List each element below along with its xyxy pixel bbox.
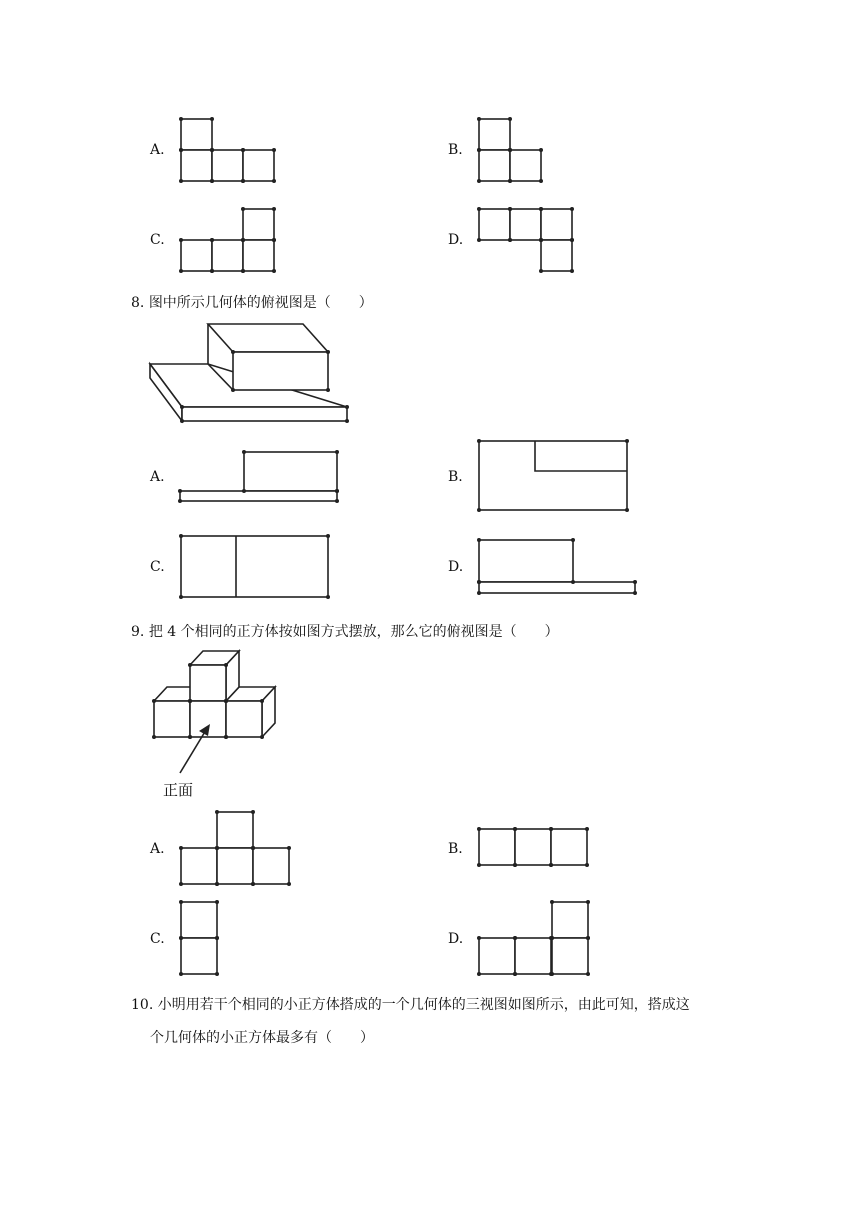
front-face-label: 正面 [163,781,194,799]
question-8-number: 8. [131,295,145,311]
option-b-label[interactable]: B. [448,142,463,158]
vertex-dot [586,936,590,940]
option-c-label[interactable]: C. [150,232,165,248]
question-9-number: 9. [131,624,145,640]
option-a-label[interactable]: A. [150,142,165,158]
q8-option-b-label[interactable]: B. [448,469,463,485]
vertex-dot [477,936,481,940]
vertex-dot [550,900,554,904]
vertex-dot [586,972,590,976]
q9-option-d-label[interactable]: D. [448,931,464,947]
q8-option-c-label[interactable]: C. [150,559,165,575]
question-9-text: 把 4 个相同的正方体按如图方式摆放，那么它的俯视图是（ ） [148,624,559,640]
question-8-text: 图中所示几何体的俯视图是（ ） [148,295,373,311]
q9-option-a-label[interactable]: A. [150,841,165,857]
q9-option-b-label[interactable]: B. [448,841,463,857]
q9-option-c-label[interactable]: C. [150,931,165,947]
vertex-dot [513,936,517,940]
question-10-stem-line1 [131,994,690,1014]
question-10-stem-line2: 个几何体的小正方体最多有（ ） [150,1030,374,1046]
vertex-dot [513,972,517,976]
vertex-dot [550,936,554,940]
q8-option-d-label[interactable]: D. [448,559,464,575]
q8-option-a-label[interactable]: A. [150,469,165,485]
vertex-dot [550,972,554,976]
vertex-dot [586,900,590,904]
option-d-label[interactable]: D. [448,232,464,248]
vertex-dot [477,972,481,976]
question-10-text-line1: 小明用若干个相同的小正方体搭成的一个几何体的三视图如图所示，由此可知，搭成这 [157,997,690,1013]
question-10-number: 10. [131,997,154,1013]
